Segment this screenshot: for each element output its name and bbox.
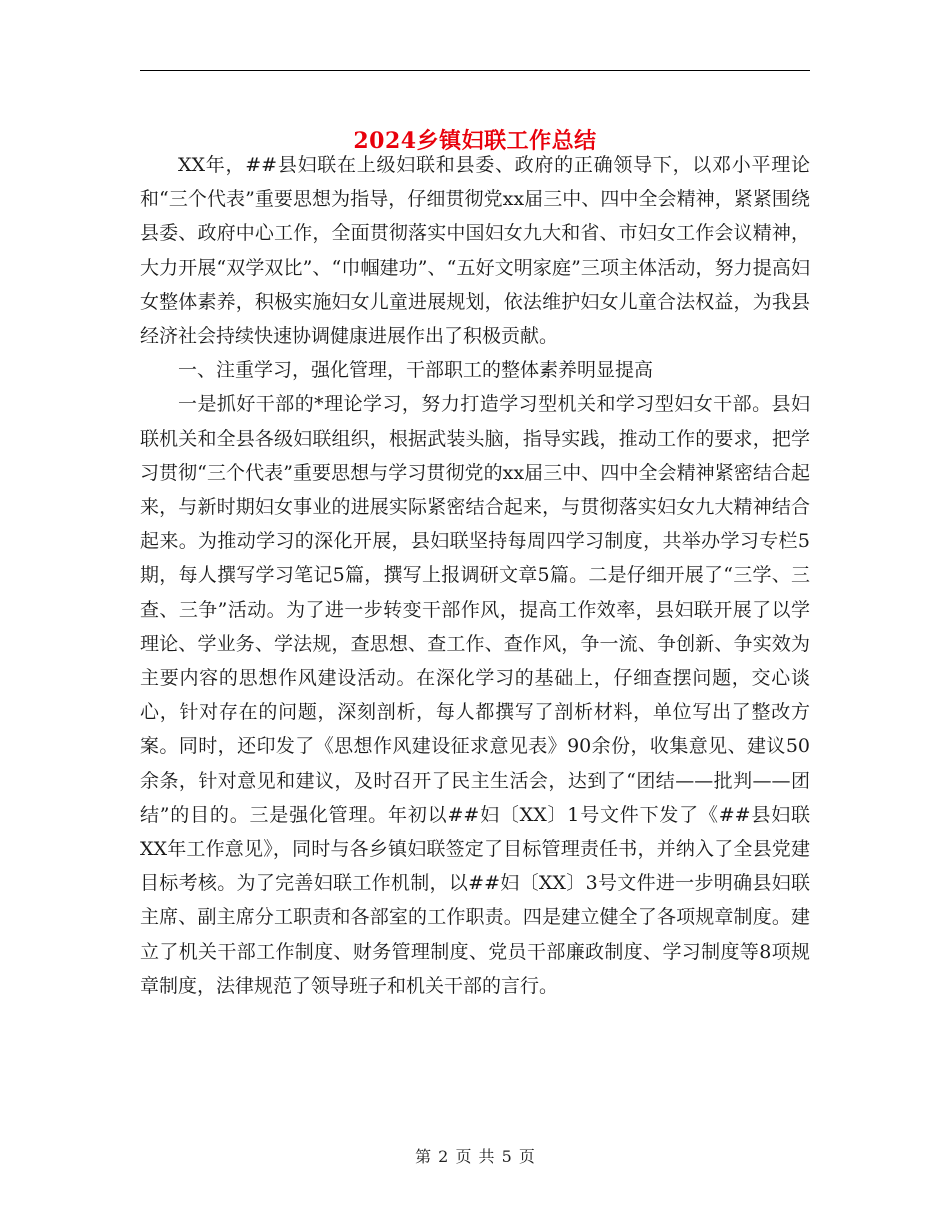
paragraph-intro: XX年，##县妇联在上级妇联和县委、政府的正确领导下，以邓小平理论和“三个代表”重要思想为指导，仔细贯彻党xx届三中、四中全会精神，紧紧围绕县委、政府中心工作，全面贯彻落实中国妇女九大和省、市妇女工作会议精神，大力开展“双学双比”、“巾帼建功”、“五好文明家庭”三项主体活动，努力提高妇女整体素养，积极实施妇女儿童进展规划，依法维护妇女儿童合法权益，为我县经济社会持续快速协调健康进展作出了积极贡献。	[140, 154, 810, 348]
header-rule	[140, 70, 810, 71]
document-body	[140, 148, 810, 1003]
paragraph-section-1: 一是抓好干部的*理论学习，努力打造学习型机关和学习型妇女干部。县妇联机关和全县各级妇联组织，根据武装头脑，指导实践，推动工作的要求，把学习贯彻“三个代表”重要思想与学习贯彻党的xx届三中、四中全会精神紧密结合起来，与新时期妇女事业的进展实际紧密结合起来，与贯彻落实妇女九大精神结合起来。为推动学习的深化开展，县妇联坚持每周四学习制度，共举办学习专栏5期，每人撰写学习笔记5篇，撰写上报调研文章5篇。二是仔细开展了“三学、三查、三争”活动。为了进一步转变干部作风，提高工作效率，县妇联开展了以学理论、学业务、学法规，查思想、查工作、查作风，争一流、争创新、争实效为主要内容的思想作风建设活动。在深化学习的基础上，仔细查摆问题，交心谈心，针对存在的问题，深刻剖析，每人都撰写了剖析材料，单位写出了整改方案。同时，还印发了《思想作风建设征求意见表》90余份，收集意见、建议50余条，针对意见和建议，及时召开了民主生活会，达到了“团结——批判——团结”的目的。三是强化管理。年初以##妇〔XX〕1号文件下发了《##县妇联XX年工作意见》，同时与各乡镇妇联签定了目标管理责任书，并纳入了全县党建目标考核。为了完善妇联工作机制，以##妇〔XX〕3号文件进一步明确县妇联主席、副主席分工职责和各部室的工作职责。四是建立健全了各项规章制度。建立了机关干部工作制度、财务管理制度、党员干部廉政制度、学习制度等8项规章制度，法律规范了领导班子和机关干部的言行。	[140, 393, 810, 997]
section-heading-1: 一、注重学习，强化管理，干部职工的整体素养明显提高	[178, 359, 654, 382]
page-footer: 第 2 页 共 5 页	[415, 1147, 535, 1166]
document-title: 2024乡镇妇联工作总结	[353, 127, 597, 154]
